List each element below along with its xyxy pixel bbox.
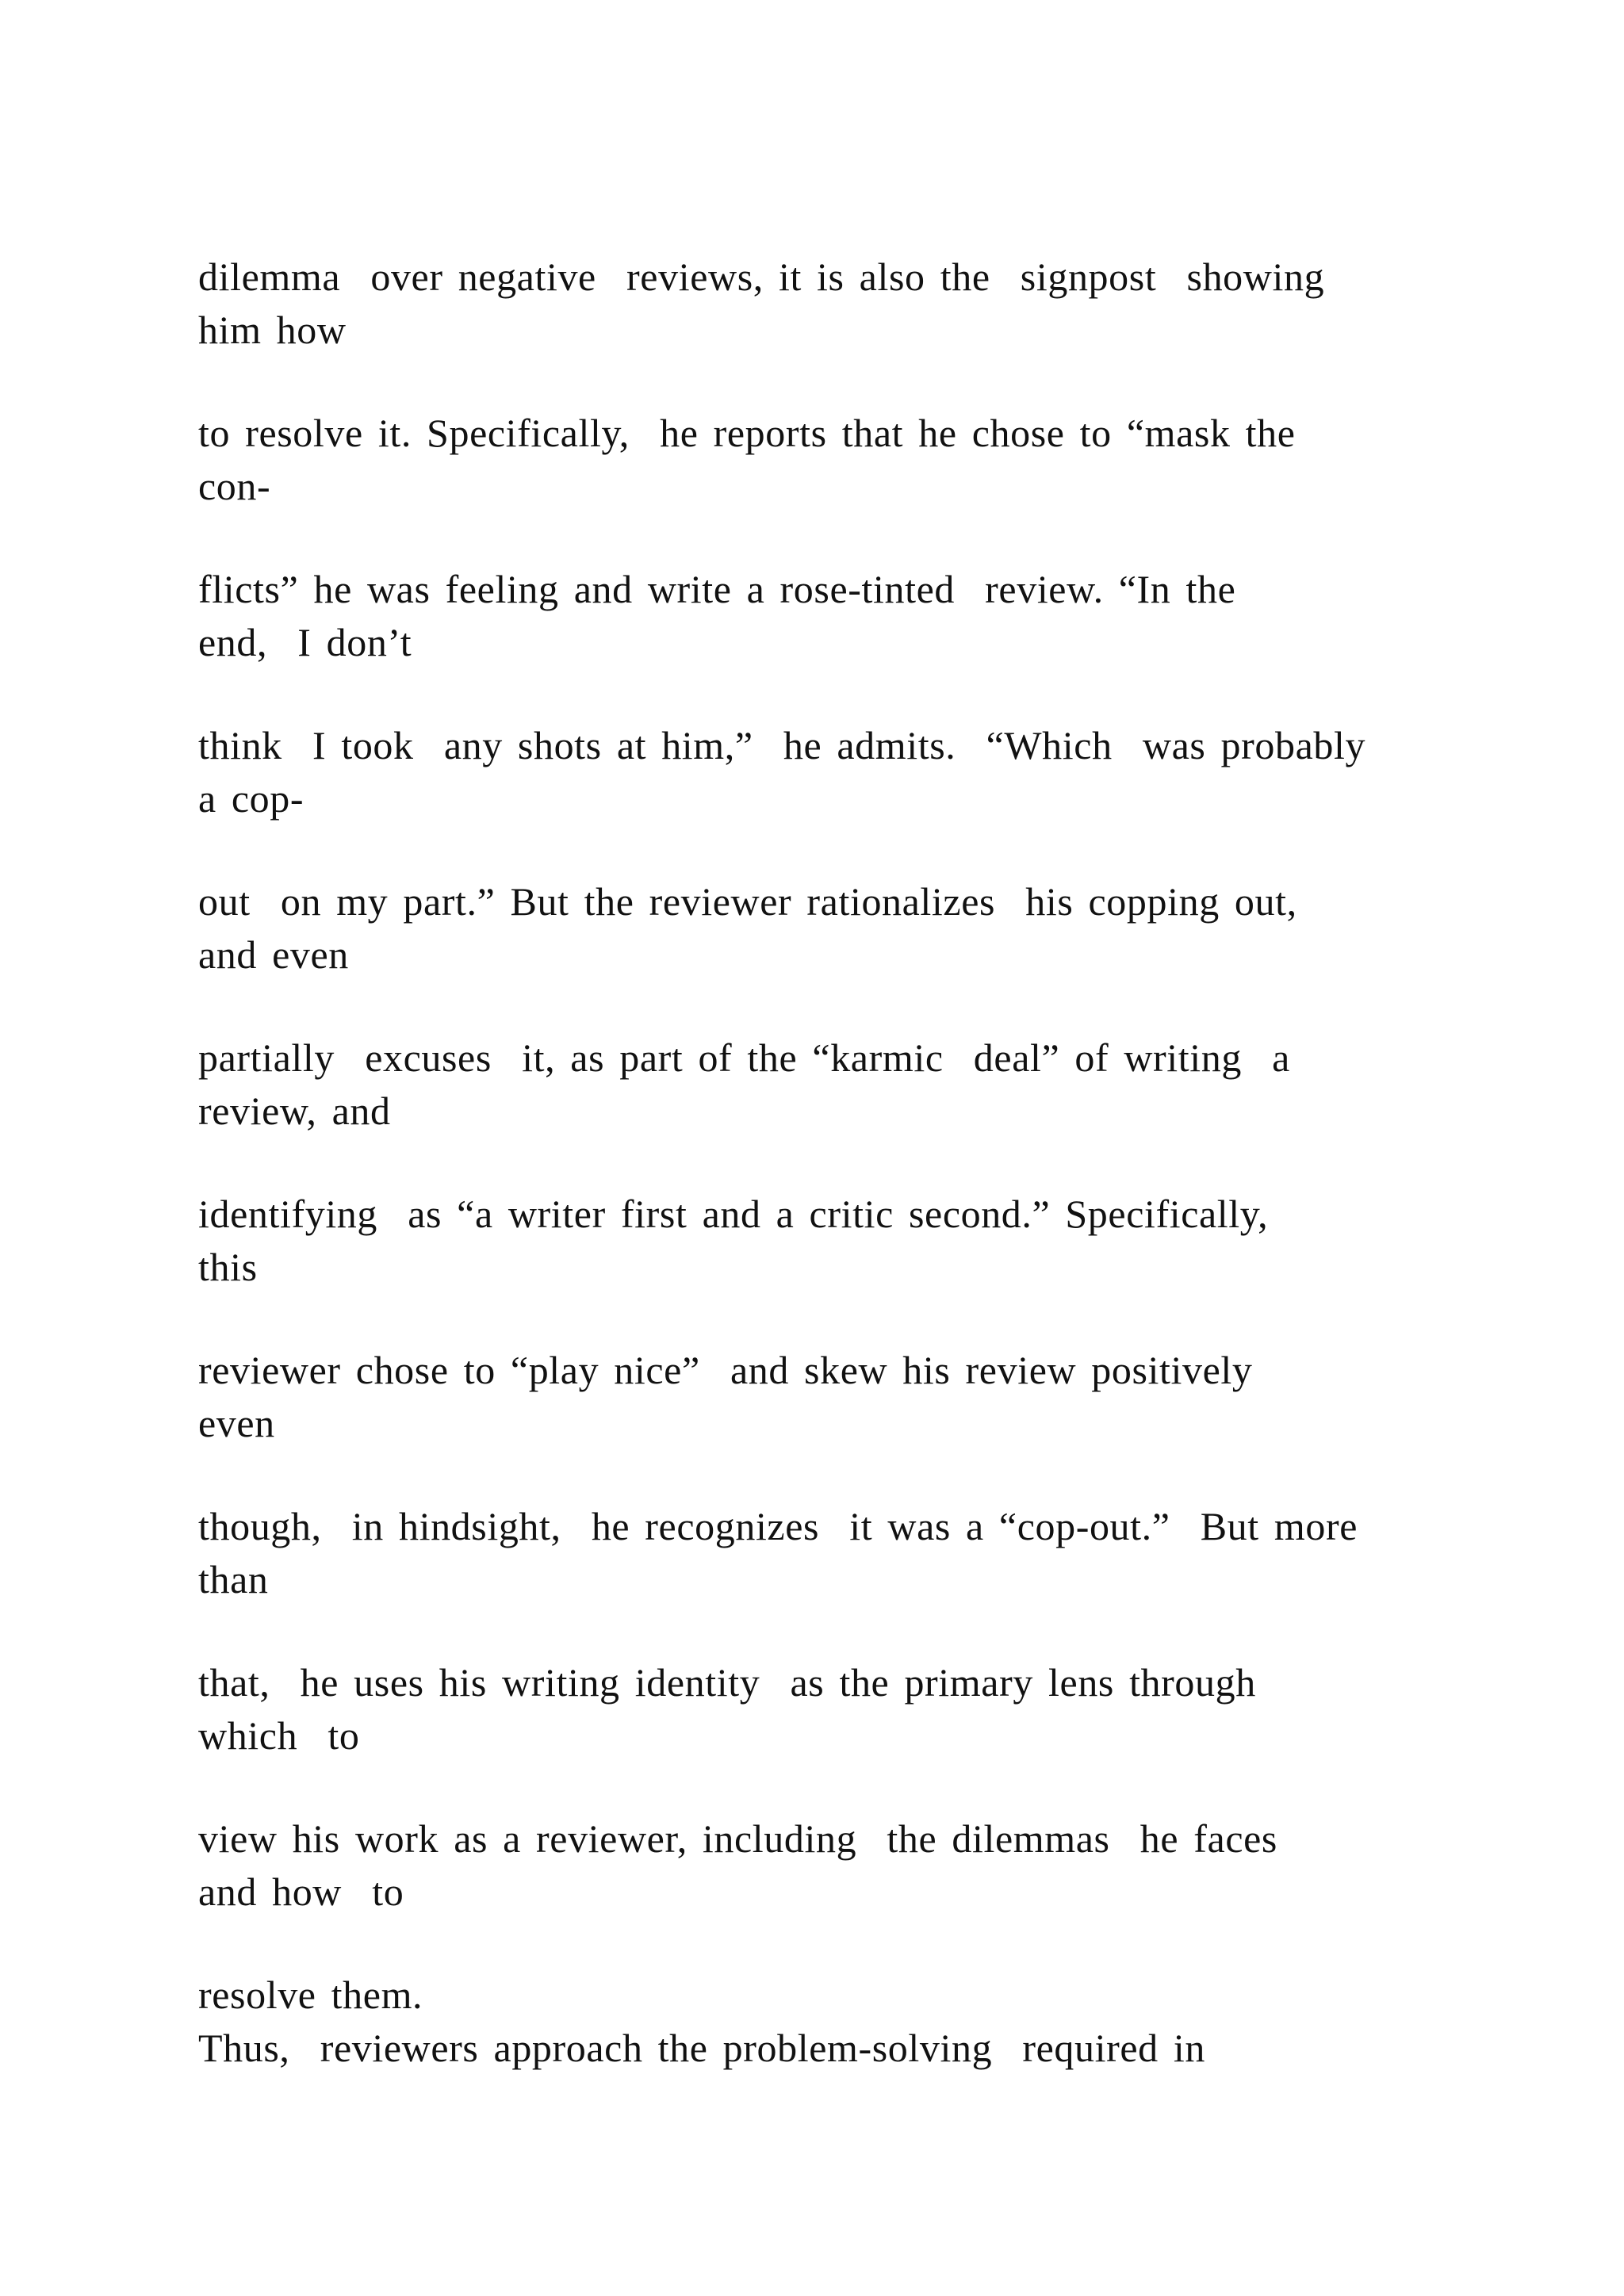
line-part-2: con- <box>198 464 271 508</box>
line-part-1: identifying as “a writer first and a critic second.” Specifically, <box>198 1192 1269 1236</box>
line-part-2: a cop- <box>198 776 304 821</box>
text-line <box>198 1500 1546 1606</box>
line-part-1: dilemma over negative reviews, it is also the signpost showing <box>198 254 1325 299</box>
text-line <box>198 1969 1546 2075</box>
text-line <box>198 1031 1546 1138</box>
line-part-1: out on my part.” But the reviewer rationalizes his copping out, <box>198 879 1297 924</box>
line-part-1: flicts” he was feeling and write a rose-tinted review. “In the <box>198 567 1236 611</box>
line-part-2: end, I don’t <box>198 620 412 664</box>
line-part-2: even <box>198 1401 275 1445</box>
text-line <box>198 719 1546 825</box>
line-part-1: partially excuses it, as part of the “karmic deal” of writing a <box>198 1035 1290 1080</box>
text-line <box>198 251 1546 357</box>
line-part-2: him how <box>198 308 347 352</box>
line-part-2: than <box>198 1557 269 1601</box>
line-part-1: view his work as a reviewer, including the dilemmas he faces <box>198 1816 1277 1861</box>
line-part-2: and even <box>198 932 349 977</box>
line-part-1: think I took any shots at him,” he admits. “Which was probably <box>198 723 1366 767</box>
line-part-1: to resolve it. Specifically, he reports that he chose to “mask the <box>198 411 1296 455</box>
line-part-1: resolve them. <box>198 1973 423 2017</box>
line-part-1: that, he uses his writing identity as the primary lens through <box>198 1660 1256 1705</box>
line-part-2: and how to <box>198 1869 404 1914</box>
text-line <box>198 1344 1546 1450</box>
line-part-2: this <box>198 1245 258 1289</box>
text-line <box>198 563 1546 669</box>
document-body <box>198 251 1546 2075</box>
line-part-2: which to <box>198 1713 360 1758</box>
line-part-1: reviewer chose to “play nice” and skew his review positively <box>198 1348 1253 1392</box>
text-line <box>198 407 1546 513</box>
text-line <box>198 875 1546 982</box>
line-part-2: review, and <box>198 1089 391 1133</box>
text-line <box>198 1656 1546 1762</box>
text-line <box>198 1812 1546 1919</box>
line-part-2: Thus, reviewers approach the problem-solving required in <box>198 2026 1205 2070</box>
text-line <box>198 1188 1546 1294</box>
line-part-1: though, in hindsight, he recognizes it was a “cop-out.” But more <box>198 1504 1358 1548</box>
